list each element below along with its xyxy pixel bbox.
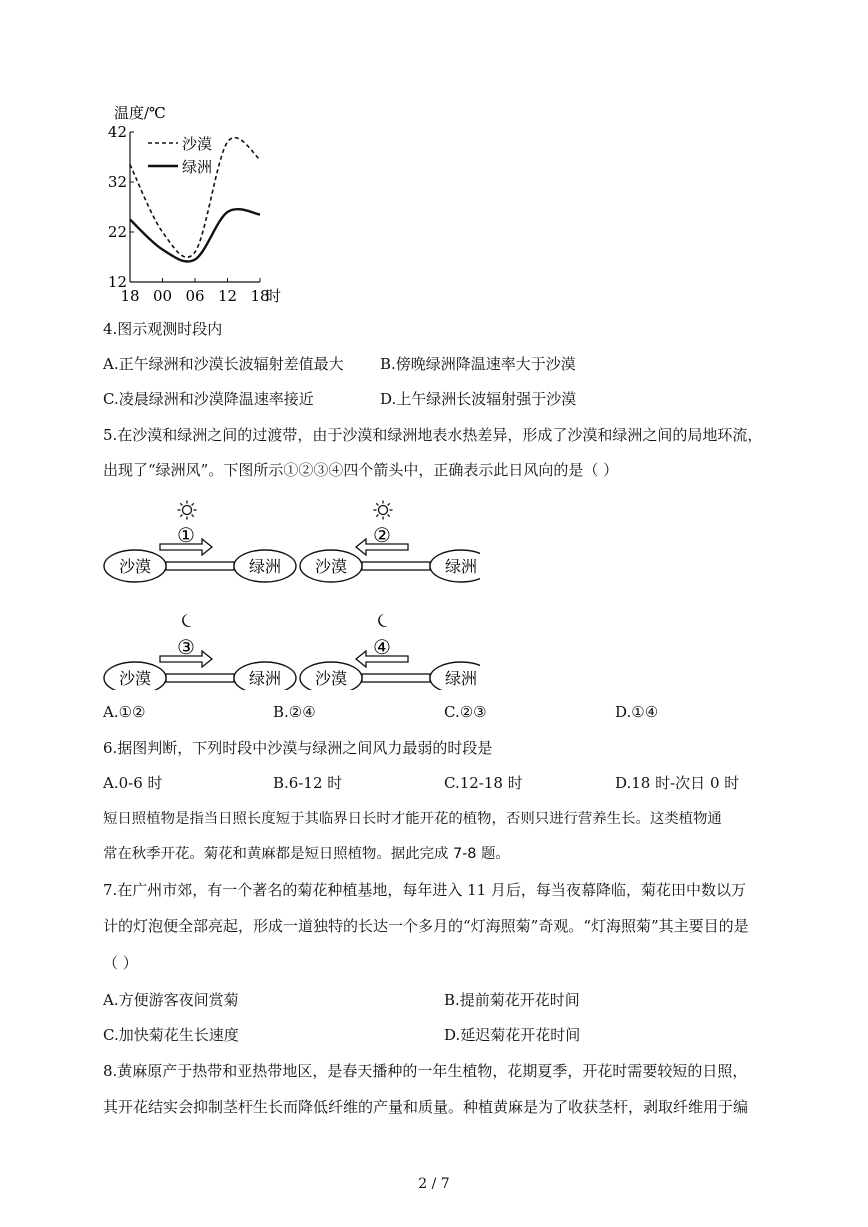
q7-option-a[interactable]: A.方便游客夜间赏菊 — [103, 991, 239, 1009]
oasis-label: 绿洲 — [444, 669, 478, 688]
x-tick-label: 06 — [185, 287, 205, 305]
x-tick-label: 18 — [250, 287, 270, 305]
q7-option-b[interactable]: B.提前菊花开花时间 — [444, 991, 580, 1009]
q5-stem-line1: 5.在沙漠和绿洲之间的过渡带，由于沙漠和绿洲地表水热差异，形成了沙漠和绿洲之间的局地环流， — [103, 426, 763, 444]
oasis-label: 绿洲 — [248, 557, 282, 576]
x-tick-label: 18 — [120, 287, 140, 305]
sun-icon — [374, 501, 393, 520]
oasis-series-line — [130, 209, 260, 261]
q4-option-b[interactable]: B.傍晚绿洲降温速率大于沙漠 — [380, 355, 576, 373]
desert-label: 沙漠 — [118, 669, 152, 688]
moon-icon — [378, 614, 388, 627]
moon-icon — [182, 614, 192, 627]
q7-option-d[interactable]: D.延迟菊花开花时间 — [444, 1026, 581, 1044]
legend-desert-label: 沙漠 — [182, 135, 213, 153]
q8-stem-line1: 8.黄麻原产于热带和亚热带地区，是春天播种的一年生植物，花期夏季，开花时需要较短的日照， — [103, 1062, 748, 1080]
desert-label: 沙漠 — [118, 557, 152, 576]
desert-label: 沙漠 — [314, 669, 348, 688]
wind-panel-1 — [104, 501, 296, 583]
q5-option-b[interactable]: B.②④ — [273, 703, 316, 721]
q4-option-a[interactable]: A.正午绿洲和沙漠长波辐射差值最大 — [103, 355, 344, 373]
arrow-number-label: ③ — [177, 635, 195, 659]
wind-panel-3 — [104, 614, 296, 690]
q6-option-c[interactable]: C.12-18 时 — [444, 774, 523, 792]
y-tick-label: 32 — [107, 173, 127, 191]
connector-bar — [362, 562, 430, 570]
connector-bar — [362, 674, 430, 682]
q4-stem: 4.图示观测时段内 — [103, 320, 223, 338]
arrow-number-label: ④ — [373, 635, 391, 659]
y-tick-label: 22 — [107, 223, 127, 241]
sun-icon — [178, 501, 197, 520]
y-tick-label: 12 — [107, 273, 127, 291]
intro-line1: 短日照植物是指当日照长度短于其临界日长时才能开花的植物，否则只进行营养生长。这类植物通 — [103, 811, 722, 827]
q5-option-c[interactable]: C.②③ — [444, 703, 487, 721]
wind-panel-4 — [300, 614, 480, 690]
x-axis-unit: 时 — [266, 287, 282, 305]
q4-option-c[interactable]: C.凌晨绿洲和沙漠降温速率接近 — [103, 390, 314, 408]
q6-option-b[interactable]: B.6-12 时 — [273, 774, 343, 792]
connector-bar — [166, 562, 234, 570]
q8-stem-line2: 其开花结实会抑制茎杆生长而降低纤维的产量和质量。种植黄麻是为了收获茎杆，剥取纤维用于编 — [103, 1098, 749, 1116]
wind-panel-2 — [300, 501, 480, 583]
oasis-label: 绿洲 — [248, 669, 282, 688]
temperature-chart — [100, 98, 300, 308]
wind-direction-diagram — [100, 490, 480, 690]
q7-stem-line2: 计的灯泡便全部亮起，形成一道独特的长达一个多月的“灯海照菊”奇观。“灯海照菊”其主要目的是 — [103, 917, 749, 935]
q7-stem-line3: （ ） — [103, 954, 138, 972]
q5-option-a[interactable]: A.①② — [103, 703, 146, 721]
connector-bar — [166, 674, 234, 682]
desert-label: 沙漠 — [314, 557, 348, 576]
y-axis-label: 温度/℃ — [114, 104, 166, 122]
q6-stem: 6.据图判断，下列时段中沙漠与绿洲之间风力最弱的时段是 — [103, 739, 493, 757]
legend-oasis-label: 绿洲 — [182, 158, 213, 176]
page-number: 2 / 7 — [418, 1176, 450, 1192]
q5-stem-line2: 出现了“绿洲风”。下图所示①②③④四个箭头中，正确表示此日风向的是（ ） — [103, 461, 619, 479]
x-tick-label: 00 — [152, 287, 173, 305]
arrow-number-label: ① — [177, 523, 195, 547]
q7-stem-line1: 7.在广州市郊，有一个著名的菊花种植基地，每年进入 11 月后，每当夜幕降临，菊花田中数以万 — [103, 881, 746, 899]
arrow-number-label: ② — [373, 523, 391, 547]
q5-option-d[interactable]: D.①④ — [615, 703, 659, 721]
x-tick-label: 12 — [217, 287, 238, 305]
intro-line2: 常在秋季开花。菊花和黄麻都是短日照植物。据此完成 7-8 题。 — [103, 846, 510, 862]
q7-option-c[interactable]: C.加快菊花生长速度 — [103, 1026, 239, 1044]
q6-option-d[interactable]: D.18 时-次日 0 时 — [615, 774, 740, 792]
q6-option-a[interactable]: A.0-6 时 — [103, 774, 163, 792]
y-tick-label: 42 — [107, 123, 127, 141]
oasis-label: 绿洲 — [444, 557, 478, 576]
q4-option-d[interactable]: D.上午绿洲长波辐射强于沙漠 — [380, 390, 577, 408]
